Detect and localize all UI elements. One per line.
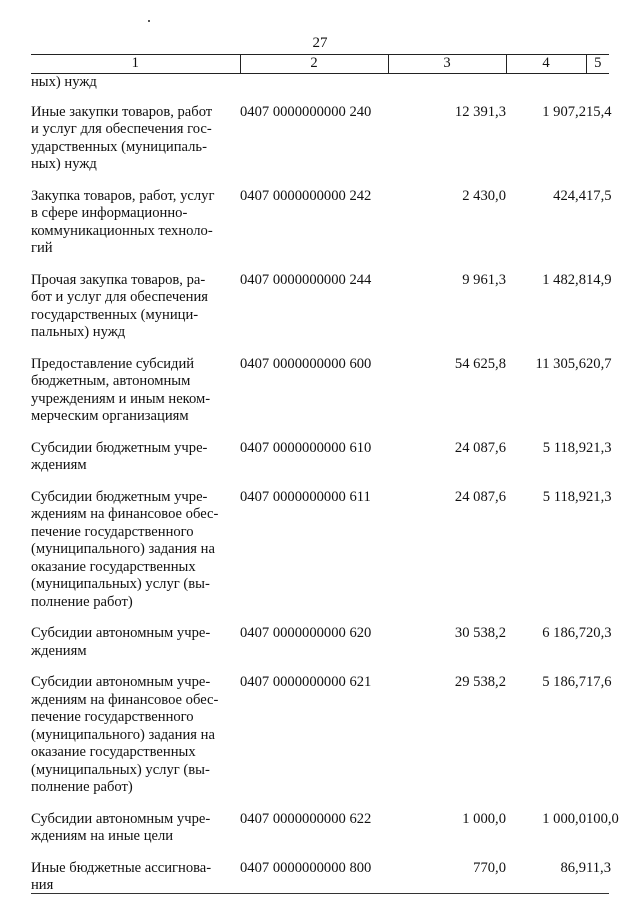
table-row [31, 174, 609, 258]
bottom-rule [31, 893, 609, 894]
row-name [31, 92, 240, 174]
row-name-line: ждениям на финансовое обес- [31, 691, 219, 708]
row-name [31, 475, 240, 612]
row-percent: 21,3 [586, 439, 612, 456]
row-name-line: оказание государственных [31, 744, 196, 760]
table-row [31, 611, 609, 660]
row-code: 0407 0000000000 610 [240, 439, 372, 456]
row-code: 0407 0000000000 600 [240, 355, 372, 372]
row-name-line: ния [31, 877, 54, 893]
row-name-line: бот и услуг для обеспечения [31, 289, 208, 305]
table-row [31, 92, 609, 174]
row-fact: 6 186,7 [542, 625, 586, 641]
page-number: 27 [312, 35, 328, 51]
row-name-line: в сфере информационно- [31, 205, 188, 221]
row-percent: 15,4 [586, 103, 612, 120]
table-row [31, 426, 609, 475]
row-name-line: Субсидии автономным учре- [31, 625, 211, 641]
row-fact: 86,9 [560, 859, 586, 876]
table-row [31, 258, 609, 342]
row-code: 0407 0000000000 621 [240, 674, 372, 690]
row-plan: 24 087,6 [454, 488, 506, 505]
row-percent: 100,0 [586, 810, 619, 827]
row-name-line: (муниципального) задания на [31, 726, 215, 743]
table-row [31, 846, 609, 895]
continuation-row [31, 74, 609, 92]
row-name-line: мерческим организациям [31, 408, 189, 424]
row-fact: 5 118,9 [542, 439, 586, 456]
row-plan: 9 961,3 [462, 271, 506, 288]
row-plan: 29 538,2 [454, 674, 506, 690]
row-name-line: Закупка товаров, работ, услуг [31, 187, 215, 204]
row-name-line: гий [31, 240, 53, 256]
row-name-line: и услуг для обеспечения гос- [31, 121, 212, 137]
row-fact: 11 305,6 [535, 355, 586, 372]
row-name [31, 426, 240, 475]
row-name-line: учреждениям и иным неком- [31, 390, 211, 407]
row-name-line: бюджетным, автономным [31, 373, 191, 389]
row-name-line: Предоставление субсидий [31, 355, 195, 372]
row-fact: 1 482,8 [542, 271, 586, 288]
row-code: 0407 0000000000 240 [240, 103, 372, 120]
row-name-line: (муниципального) задания на [31, 541, 215, 557]
row-fact: 424,4 [553, 187, 586, 204]
header-col-4: 4 [506, 55, 586, 74]
row-name-line: ных) нужд [31, 156, 97, 172]
header-col-2: 2 [240, 55, 388, 74]
row-name-line: коммуникационных техноло- [31, 222, 213, 239]
row-plan: 24 087,6 [454, 439, 506, 456]
row-plan: 1 000,0 [462, 810, 506, 827]
row-name-line: Иные бюджетные ассигнова- [31, 859, 212, 876]
row-name-line: пальных) нужд [31, 324, 126, 340]
row-name-line: ждениям на иные цели [31, 828, 174, 844]
row-name-line: Субсидии автономным учре- [31, 810, 211, 827]
row-name-line: Субсидии автономным учре- [31, 674, 211, 690]
row-name-line: ждениям [31, 642, 87, 659]
row-name-line: Иные закупки товаров, работ [31, 103, 213, 120]
row-name-line: полнение работ) [31, 779, 133, 795]
row-fact: 5 186,7 [542, 674, 586, 690]
table-row [31, 475, 609, 612]
row-code: 0407 0000000000 244 [240, 271, 372, 288]
row-code: 0407 0000000000 800 [240, 859, 372, 876]
row-name-line: ждениям [31, 457, 87, 473]
row-percent: 20,3 [586, 625, 612, 641]
continuation-text: ных) нужд [31, 74, 97, 90]
row-percent: 20,7 [586, 355, 612, 372]
row-code: 0407 0000000000 611 [240, 488, 371, 505]
row-percent: 21,3 [586, 488, 612, 505]
row-name-line: ударственных (муниципаль- [31, 138, 207, 155]
row-name [31, 660, 240, 797]
header-row [31, 55, 609, 74]
row-name [31, 342, 240, 426]
row-fact: 5 118,9 [542, 488, 586, 505]
row-name-line: (муниципальных) услуг (вы- [31, 576, 210, 592]
row-percent: 17,6 [586, 674, 612, 690]
row-name-line: государственных (муници- [31, 306, 199, 323]
row-plan: 770,0 [473, 859, 506, 876]
table-row [31, 660, 609, 797]
scan-speck [148, 20, 150, 22]
row-percent: 14,9 [586, 271, 612, 288]
budget-table [31, 54, 619, 895]
row-name-line: ждениям на финансовое обес- [31, 506, 219, 522]
row-plan: 2 430,0 [462, 187, 506, 204]
row-name [31, 797, 240, 846]
row-name [31, 258, 240, 342]
row-code: 0407 0000000000 620 [240, 625, 372, 641]
row-name [31, 846, 240, 895]
row-fact: 1 907,2 [542, 103, 586, 120]
row-name-line: Субсидии бюджетным учре- [31, 439, 208, 456]
row-name [31, 174, 240, 258]
row-name-line: полнение работ) [31, 593, 133, 610]
row-name-line: (муниципальных) услуг (вы- [31, 761, 210, 778]
row-name-line: Прочая закупка товаров, ра- [31, 271, 206, 288]
row-name [31, 611, 240, 660]
row-plan: 30 538,2 [454, 625, 506, 641]
header-col-1: 1 [31, 55, 240, 74]
row-code: 0407 0000000000 242 [240, 187, 372, 204]
row-fact: 1 000,0 [542, 810, 586, 827]
row-name-line: печение государственного [31, 523, 194, 540]
row-code: 0407 0000000000 622 [240, 810, 372, 827]
table-row [31, 342, 609, 426]
row-name-line: печение государственного [31, 709, 194, 725]
table-row [31, 797, 609, 846]
row-plan: 12 391,3 [454, 103, 506, 120]
row-name-line: оказание государственных [31, 558, 196, 575]
row-plan: 54 625,8 [454, 355, 506, 372]
row-percent: 17,5 [586, 187, 612, 204]
header-col-5: 5 [586, 55, 609, 74]
row-name-line: Субсидии бюджетным учре- [31, 488, 208, 505]
row-percent: 11,3 [586, 859, 611, 876]
header-col-3: 3 [388, 55, 506, 74]
